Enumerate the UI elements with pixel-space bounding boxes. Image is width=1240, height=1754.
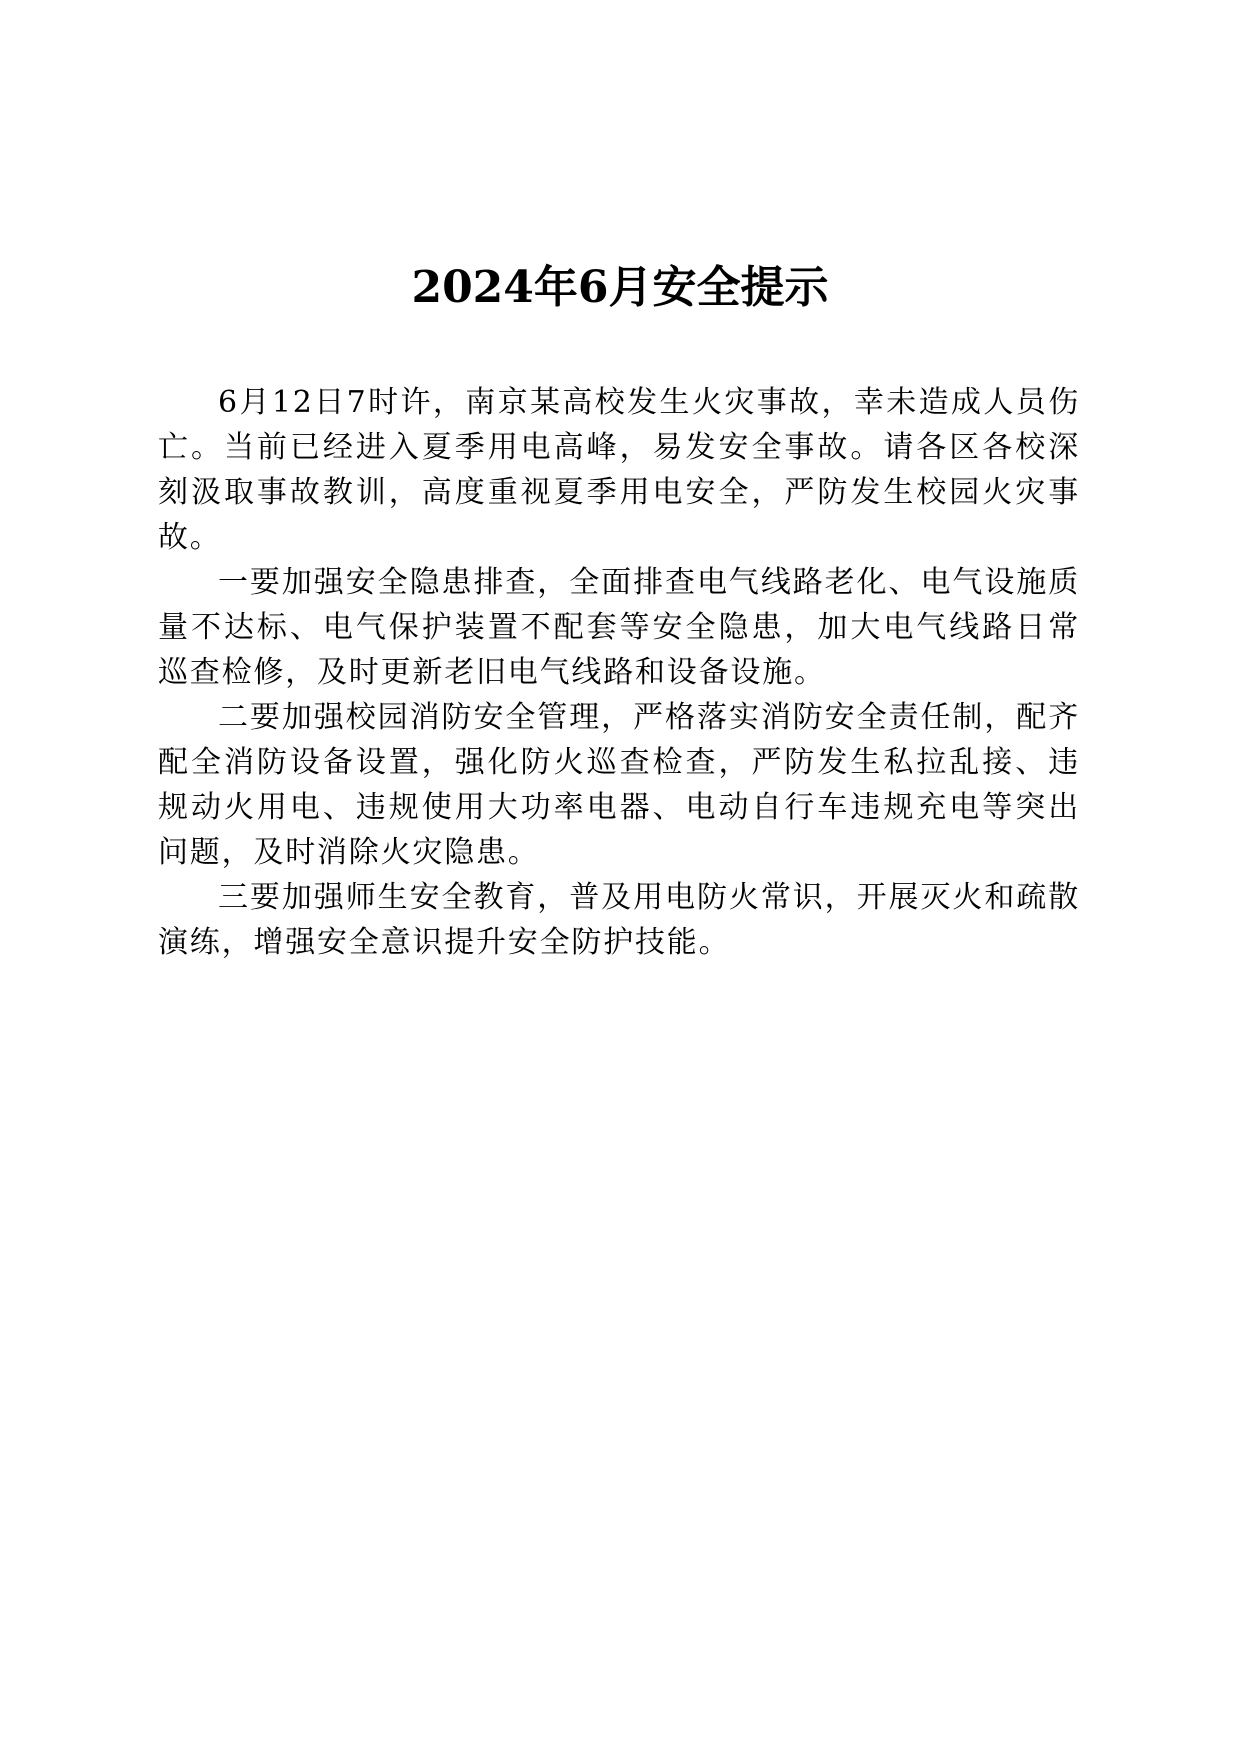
paragraph-fire-safety-management: 二要加强校园消防安全管理，严格落实消防安全责任制，配齐配全消防设备设置，强化防火巡查检查，严防发生私拉乱接、违规动火用电、违规使用大功率电器、电动自行车违规充电等突出问题，及时消除火灾隐患。 bbox=[158, 700, 1080, 870]
document-title: 2024年6月安全提示 bbox=[411, 262, 829, 313]
document-body bbox=[158, 380, 1080, 965]
paragraph-hazard-inspection: 一要加强安全隐患排查，全面排查电气线路老化、电气设施质量不达标、电气保护装置不配套等安全隐患，加大电气线路日常巡查检修，及时更新老旧电气线路和设备设施。 bbox=[158, 565, 1080, 690]
paragraph-safety-education: 三要加强师生安全教育，普及用电防火常识，开展灭火和疏散演练，增强安全意识提升安全防护技能。 bbox=[158, 880, 1080, 960]
paragraph-incident: 6月12日7时许，南京某高校发生火灾事故，幸未造成人员伤亡。当前已经进入夏季用电高峰，易发安全事故。请各区各校深刻汲取事故教训，高度重视夏季用电安全，严防发生校园火灾事故。 bbox=[158, 385, 1080, 555]
